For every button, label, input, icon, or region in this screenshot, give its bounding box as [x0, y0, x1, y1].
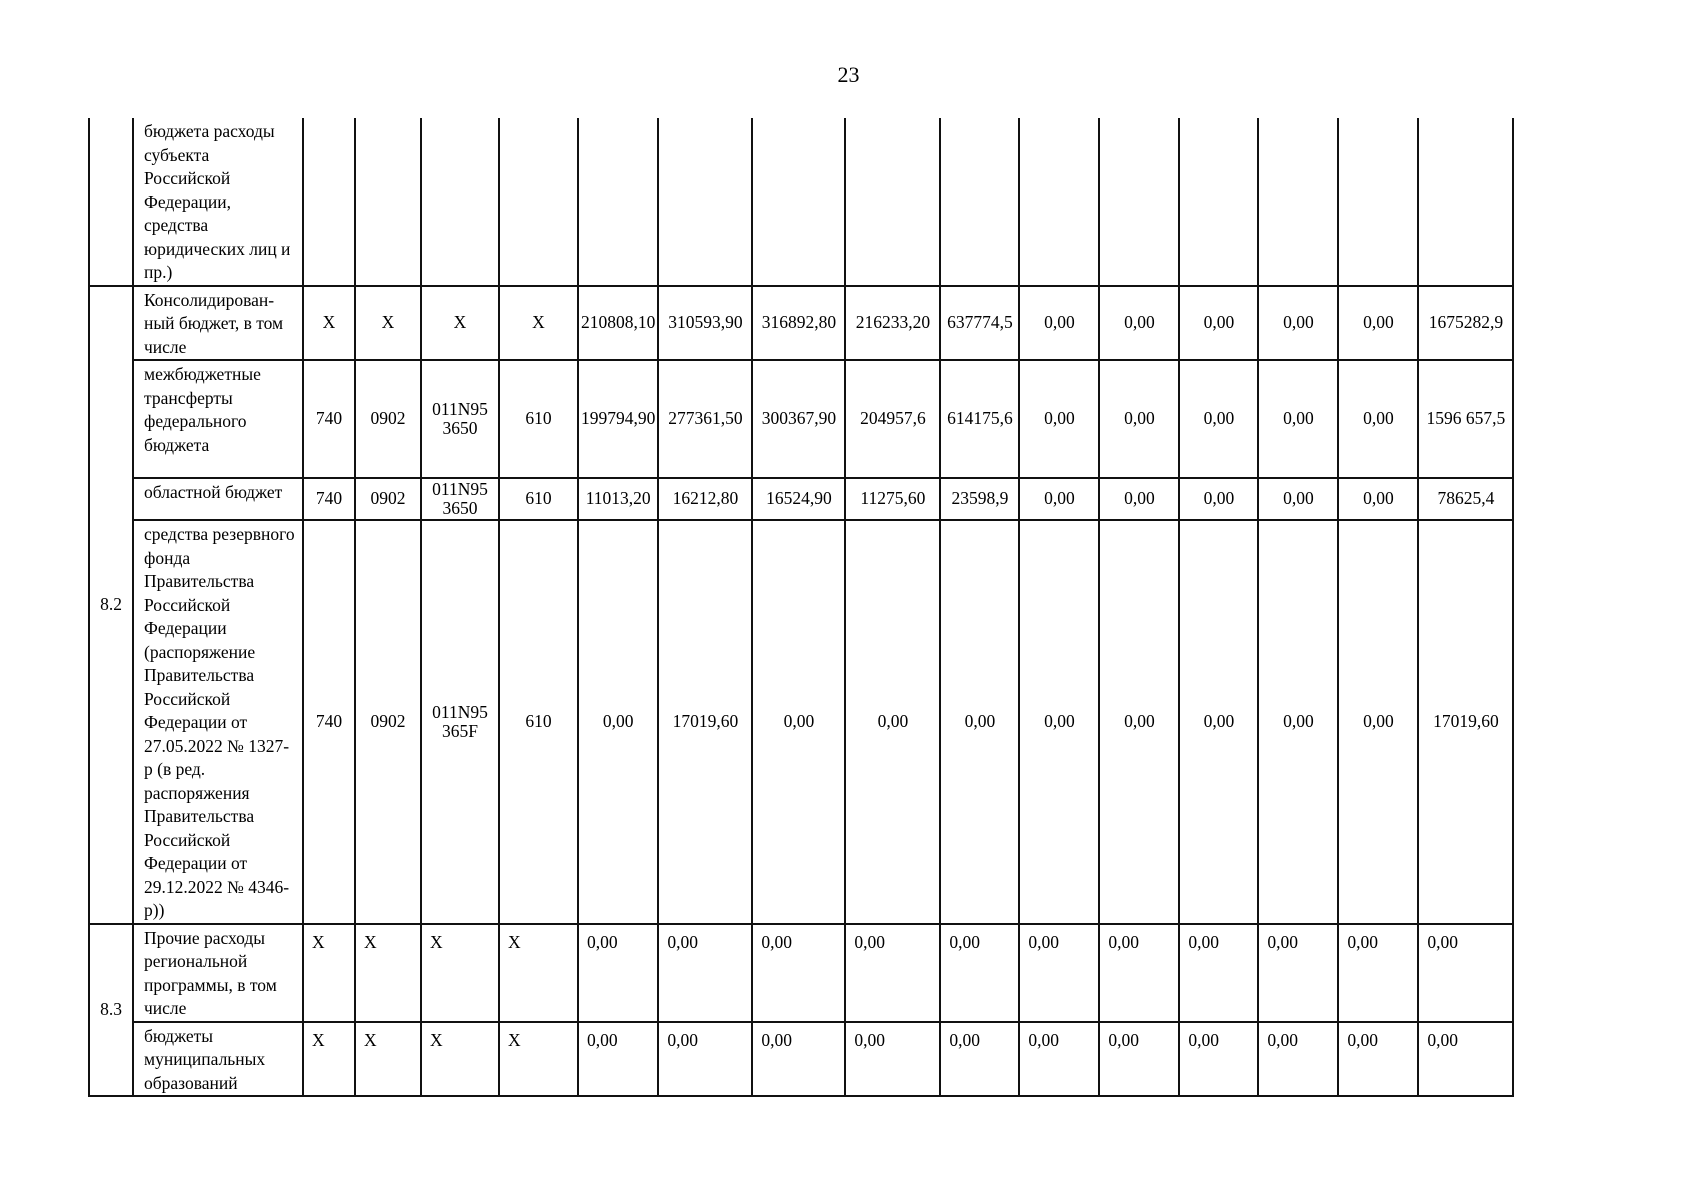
value-cell: 16524,90 [752, 478, 845, 520]
section-code-cell: X [355, 286, 421, 361]
table-row [89, 924, 1513, 1022]
value-cell: 0,00 [1179, 360, 1258, 478]
value-cell: 0,00 [1099, 360, 1179, 478]
value-cell: 0,00 [1019, 924, 1099, 1022]
value-cell: 614175,6 [940, 360, 1019, 478]
value-cell: 204957,6 [845, 360, 940, 478]
value-cell: 0,00 [845, 1022, 940, 1097]
value-cell: 0,00 [940, 924, 1019, 1022]
value-cell: 0,00 [1338, 360, 1418, 478]
value-cell: 0,00 [1179, 478, 1258, 520]
value-cell: 0,00 [1019, 360, 1099, 478]
table-row [89, 360, 1513, 478]
value-cell: 0,00 [940, 1022, 1019, 1097]
row-description: областной бюджет [133, 478, 303, 520]
row-description: Прочие расходы региональной программы, в том числе [133, 924, 303, 1022]
value-cell: 310593,90 [658, 286, 752, 361]
index-cell [89, 118, 133, 286]
expense-type-cell: X [499, 286, 578, 361]
value-cell: 0,00 [845, 520, 940, 924]
target-code-part: 011N95 [432, 701, 488, 722]
table-row [89, 520, 1513, 924]
value-cell: 0,00 [1019, 286, 1099, 361]
expense-type-cell: 610 [499, 360, 578, 478]
value-cell: 0,00 [1338, 1022, 1418, 1097]
target-code-cell: X [421, 924, 499, 1022]
value-cell: 0,00 [1179, 520, 1258, 924]
section-code-cell: 0902 [355, 478, 421, 520]
expense-type-cell: X [499, 924, 578, 1022]
row-description: средства резервного фонда Правительства Российской Федерации (распоряжение Правительства Российской Федерации от 27.05.2022 № 1327-р (в ред. распоряжения Правительства Российской Федерации от 29.12.2022 № 4346-р)) [133, 520, 303, 924]
value-cell: 0,00 [1179, 286, 1258, 361]
table-row [89, 1022, 1513, 1097]
page-number: 23 [837, 62, 860, 87]
value-cell: 0,00 [1019, 478, 1099, 520]
admin-code-cell: 740 [303, 520, 355, 924]
section-code-cell: X [355, 1022, 421, 1097]
budget-table [88, 118, 1514, 1097]
expense-type-cell: 610 [499, 520, 578, 924]
value-cell: 0,00 [1099, 1022, 1179, 1097]
value-cell: 637774,5 [940, 286, 1019, 361]
value-cell: 216233,20 [845, 286, 940, 361]
value-cell: 0,00 [1099, 478, 1179, 520]
value-cell: 0,00 [1338, 478, 1418, 520]
total-cell: 17019,60 [1418, 520, 1513, 924]
value-cell: 0,00 [658, 924, 752, 1022]
table-row-continuation [89, 118, 1513, 286]
expense-type-cell: 610 [499, 478, 578, 520]
value-cell: 0,00 [752, 924, 845, 1022]
value-cell: 0,00 [1338, 924, 1418, 1022]
value-cell: 11275,60 [845, 478, 940, 520]
row-description: межбюджетные трансферты федерального бюджета [133, 360, 303, 478]
row-description: бюджеты муниципальных образований [133, 1022, 303, 1097]
value-cell: 210808,10 [578, 286, 658, 361]
value-cell: 0,00 [658, 1022, 752, 1097]
value-cell: 0,00 [1179, 924, 1258, 1022]
table-row [89, 478, 1513, 520]
target-code-part: 365F [442, 720, 478, 741]
target-code-part: 3650 [442, 498, 478, 518]
value-cell: 0,00 [1258, 924, 1338, 1022]
admin-code-cell: X [303, 286, 355, 361]
section-index: 8.2 [89, 286, 133, 924]
table-row [89, 286, 1513, 361]
value-cell: 0,00 [578, 1022, 658, 1097]
value-cell: 0,00 [752, 520, 845, 924]
total-cell: 78625,4 [1418, 478, 1513, 520]
value-cell: 0,00 [1258, 1022, 1338, 1097]
value-cell: 0,00 [1019, 520, 1099, 924]
value-cell: 0,00 [1258, 286, 1338, 361]
value-cell: 300367,90 [752, 360, 845, 478]
target-code-cell [421, 478, 499, 520]
value-cell: 199794,90 [578, 360, 658, 478]
value-cell: 23598,9 [940, 478, 1019, 520]
value-cell: 0,00 [578, 520, 658, 924]
total-cell: 0,00 [1418, 1022, 1513, 1097]
value-cell: 0,00 [1258, 360, 1338, 478]
target-code-part: 011N95 [432, 399, 488, 419]
value-cell: 11013,20 [578, 478, 658, 520]
value-cell: 0,00 [1258, 478, 1338, 520]
value-cell: 0,00 [1099, 286, 1179, 361]
value-cell: 0,00 [1258, 520, 1338, 924]
value-cell: 0,00 [1099, 924, 1179, 1022]
target-code-cell [421, 520, 499, 924]
admin-code-cell: X [303, 1022, 355, 1097]
admin-code-cell: 740 [303, 360, 355, 478]
value-cell: 0,00 [1338, 520, 1418, 924]
row-description: Консолидирован-ный бюджет, в том числе [133, 286, 303, 361]
section-code-cell: 0902 [355, 360, 421, 478]
target-code-part: 011N95 [432, 479, 488, 499]
expense-type-cell: X [499, 1022, 578, 1097]
value-cell: 0,00 [752, 1022, 845, 1097]
value-cell: 0,00 [1338, 286, 1418, 361]
total-cell: 1675282,9 [1418, 286, 1513, 361]
value-cell: 0,00 [1019, 1022, 1099, 1097]
target-code-cell: X [421, 286, 499, 361]
value-cell: 0,00 [940, 520, 1019, 924]
value-cell: 0,00 [1099, 520, 1179, 924]
target-code-part: 3650 [442, 418, 478, 438]
value-cell: 277361,50 [658, 360, 752, 478]
value-cell: 0,00 [578, 924, 658, 1022]
section-index: 8.3 [89, 924, 133, 1097]
value-cell: 316892,80 [752, 286, 845, 361]
section-code-cell: 0902 [355, 520, 421, 924]
value-cell: 16212,80 [658, 478, 752, 520]
admin-code-cell: 740 [303, 478, 355, 520]
row-description: бюджета расходы субъекта Российской Федерации, средства юридических лиц и пр.) [133, 118, 303, 286]
target-code-cell [421, 360, 499, 478]
total-cell: 1596 657,5 [1418, 360, 1513, 478]
value-cell: 0,00 [845, 924, 940, 1022]
value-cell: 17019,60 [658, 520, 752, 924]
target-code-cell: X [421, 1022, 499, 1097]
value-cell: 0,00 [1179, 1022, 1258, 1097]
admin-code-cell: X [303, 924, 355, 1022]
section-code-cell: X [355, 924, 421, 1022]
total-cell: 0,00 [1418, 924, 1513, 1022]
